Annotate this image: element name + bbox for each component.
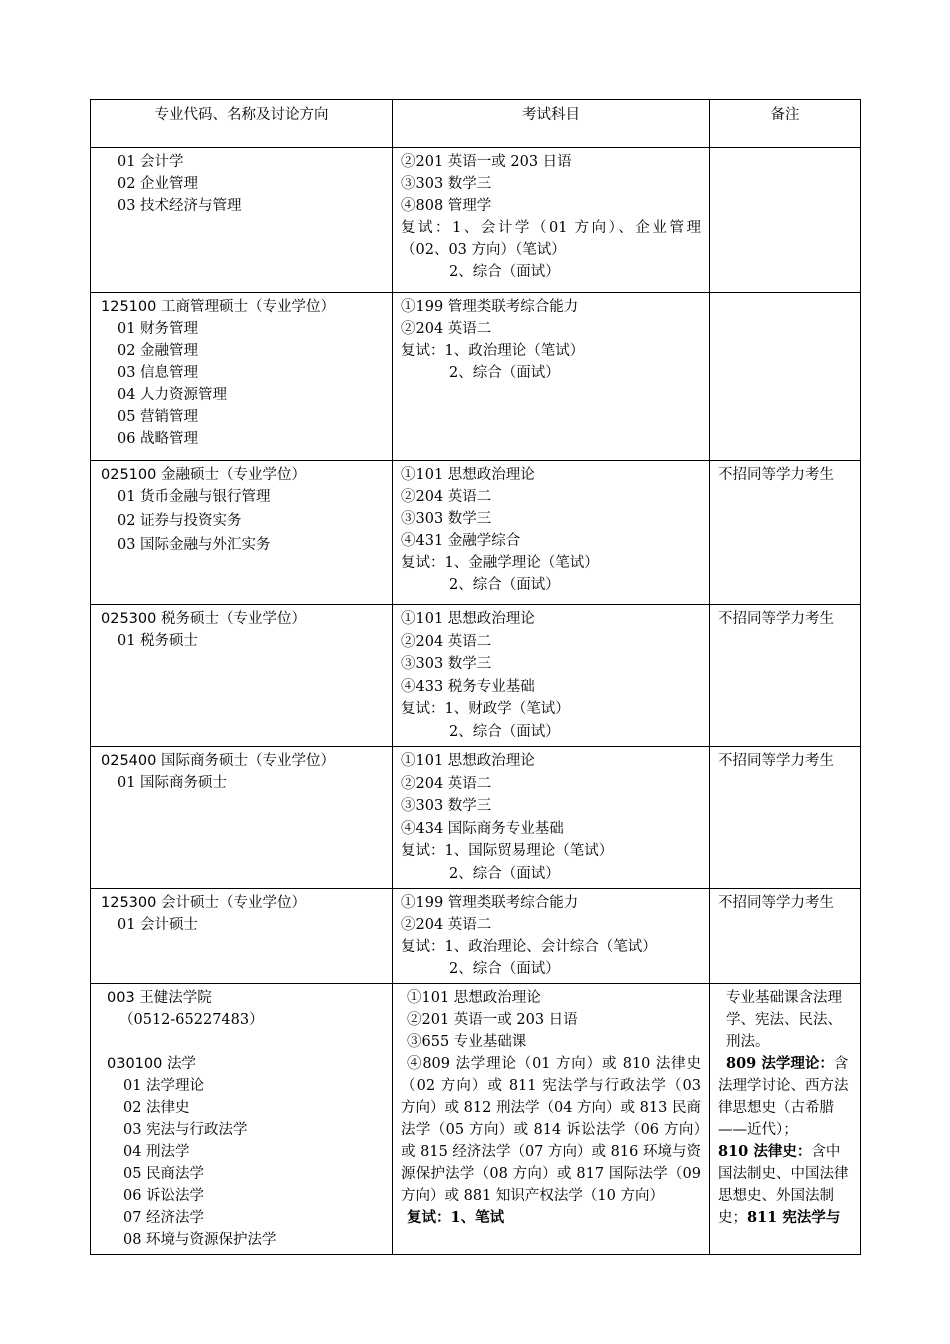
direction-item: 05 民商法学 (123, 1166, 205, 1182)
note-cell (710, 148, 861, 293)
note-cell: 不招同等学力考生 (710, 605, 861, 747)
major-title: 025100 金融硕士（专业学位） (101, 467, 306, 483)
note-text: 专业基础课含法理学、宪法、民法、刑法。 (726, 990, 842, 1050)
note-cell: 不招同等学力考生 (710, 889, 861, 984)
exam-subject: ①101 思想政治理论 (401, 611, 535, 627)
header-major: 专业代码、名称及讨论方向 (91, 100, 393, 148)
exam-subject: ④434 国际商务专业基础 (401, 820, 564, 837)
exam-subject: ④808 管理学 (401, 198, 492, 214)
major-cell (91, 747, 393, 889)
major-cell (91, 461, 393, 605)
major-title: 030100 法学 (107, 1056, 196, 1072)
note-cell: 不招同等学力考生 (710, 461, 861, 605)
direction-item: 06 战略管理 (117, 431, 199, 447)
table-row (91, 889, 861, 984)
note-label: 809 法学理论： (726, 1055, 834, 1072)
retest-line: 复试：1、国际贸易理论（笔试） (401, 843, 614, 859)
direction-item: 01 财务管理 (117, 321, 199, 337)
major-title: 125100 工商管理硕士（专业学位） (101, 299, 335, 315)
major-cell (91, 889, 393, 984)
retest-line: 复试：1、金融学理论（笔试） (401, 555, 599, 571)
exam-subject: ②204 英语二 (401, 633, 492, 650)
direction-item: 07 经济法学 (123, 1210, 205, 1226)
retest-line: 2、综合（面试） (449, 723, 560, 740)
school-title: 003 王健法学院 (107, 990, 212, 1006)
exam-subject: ③303 数学三 (401, 176, 492, 192)
direction-item: 02 证券与投资实务 (117, 513, 242, 529)
table-row (91, 461, 861, 605)
retest-line: 2、综合（面试） (449, 264, 560, 280)
direction-item: 03 国际金融与外汇实务 (117, 537, 271, 553)
retest-line: 复试：1、政治理论、会计综合（笔试） (401, 939, 657, 955)
exam-subject: ①199 管理类联考综合能力 (401, 299, 579, 315)
exam-subject: ①101 思想政治理论 (407, 990, 541, 1006)
exam-subject: ①199 管理类联考综合能力 (401, 895, 579, 911)
retest-line: 2、综合（面试） (449, 365, 560, 381)
direction-item: 02 企业管理 (117, 176, 199, 192)
exam-cell (393, 984, 710, 1255)
direction-item: 03 信息管理 (117, 365, 199, 381)
exam-subject: ④431 金融学综合 (401, 533, 521, 549)
table-row (91, 747, 861, 889)
major-title: 025400 国际商务硕士（专业学位） (101, 753, 335, 769)
exam-subject: ①101 思想政治理论 (401, 753, 535, 769)
exam-subject: ②204 英语二 (401, 917, 492, 933)
exam-subject: ②204 英语二 (401, 775, 492, 792)
major-cell (91, 148, 393, 293)
major-cell (91, 293, 393, 461)
direction-item: 05 营销管理 (117, 409, 199, 425)
table-row (91, 984, 861, 1255)
major-cell (91, 605, 393, 747)
exam-subject: ③303 数学三 (401, 656, 492, 672)
exam-cell (393, 293, 710, 461)
exam-cell (393, 889, 710, 984)
exam-subject: ④809 法学理论（01 方向）或 810 法律史（02 方向）或 811 宪法学与行政法学（03 方向）或 812 刑法学（04 方向）或 813 民商法学（05 方向）或 814 诉讼法学（06 方向）或 815 经济法学（07 方向）或 816 环境与资源保护法学（08 方向）或 817 国际法学（09 方向）或 881 知识产权法学（10 方向） (401, 1056, 701, 1204)
retest-line: 复试：1、笔试 (407, 1209, 505, 1226)
retest-line: 复试：1、会计学（01 方向）、企业管理（02、03 方向）（笔试） (401, 220, 701, 258)
exam-subject: ②201 英语一或 203 日语 (401, 154, 572, 170)
table-header (91, 100, 861, 148)
exam-subject: ②201 英语一或 203 日语 (407, 1012, 578, 1028)
note-label: 810 法律史： (718, 1143, 812, 1160)
retest-line: 2、综合（面试） (449, 865, 560, 882)
direction-item: 02 金融管理 (117, 343, 199, 359)
direction-item: 01 法学理论 (123, 1078, 205, 1094)
direction-item: 03 技术经济与管理 (117, 198, 242, 214)
direction-item: 04 刑法学 (123, 1144, 190, 1160)
table-row (91, 605, 861, 747)
exam-subject: ④433 税务专业基础 (401, 678, 535, 695)
note-text: 809 法学理论：含法理学讨论、西方法律思想史（古希腊——近代）； (718, 1055, 849, 1138)
exam-subject: ③655 专业基础课 (407, 1034, 527, 1050)
direction-item: 01 会计学 (117, 154, 184, 170)
table-row (91, 293, 861, 461)
note-text: 810 法律史：含中国法制史、中国法律思想史、外国法制史；811 宪法学与 (718, 1143, 849, 1226)
program-table (90, 99, 861, 1255)
exam-subject: ②204 英语二 (401, 321, 492, 337)
note-label: 811 宪法学与 (747, 1209, 841, 1226)
school-phone: （0512-65227483） (119, 1012, 264, 1028)
major-title: 125300 会计硕士（专业学位） (101, 895, 306, 911)
exam-cell (393, 605, 710, 747)
direction-item: 01 会计硕士 (117, 917, 199, 933)
retest-line: 复试：1、政治理论（笔试） (401, 343, 585, 359)
direction-item: 04 人力资源管理 (117, 387, 228, 403)
retest-line: 2、综合（面试） (449, 577, 560, 593)
note-cell: 不招同等学力考生 (710, 747, 861, 889)
exam-cell (393, 461, 710, 605)
direction-item: 02 法律史 (123, 1100, 190, 1116)
retest-line: 2、综合（面试） (449, 961, 560, 977)
major-cell (91, 984, 393, 1255)
direction-item: 03 宪法与行政法学 (123, 1122, 248, 1138)
exam-subject: ③303 数学三 (401, 511, 492, 527)
major-title: 025300 税务硕士（专业学位） (101, 611, 306, 627)
header-note: 备注 (710, 100, 861, 148)
direction-item: 01 税务硕士 (117, 633, 199, 649)
note-cell (710, 984, 861, 1255)
exam-subject: ③303 数学三 (401, 798, 492, 814)
direction-item: 01 货币金融与银行管理 (117, 489, 271, 505)
exam-cell (393, 148, 710, 293)
direction-item: 01 国际商务硕士 (117, 775, 228, 791)
note-cell (710, 293, 861, 461)
retest-line: 复试：1、财政学（笔试） (401, 701, 570, 717)
header-exam: 考试科目 (393, 100, 710, 148)
table-row (91, 148, 861, 293)
exam-subject: ①101 思想政治理论 (401, 467, 535, 483)
direction-item: 06 诉讼法学 (123, 1188, 205, 1204)
direction-item: 08 环境与资源保护法学 (123, 1232, 277, 1248)
exam-subject: ②204 英语二 (401, 489, 492, 505)
exam-cell (393, 747, 710, 889)
